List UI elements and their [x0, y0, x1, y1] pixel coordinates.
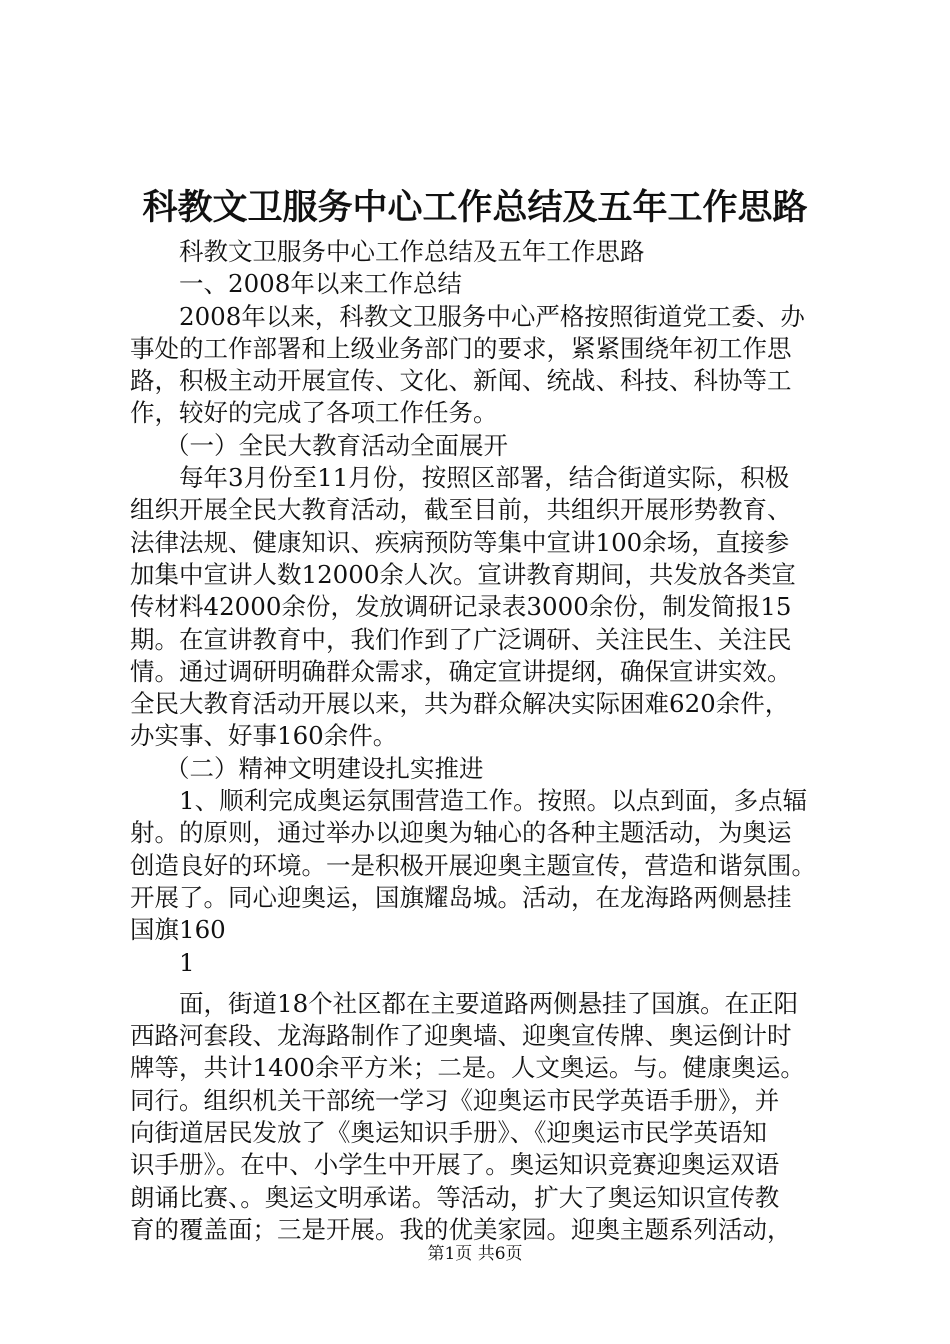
text-line: 同行。组织机关干部统一学习《迎奥运市民学英语手册》，并 — [130, 1085, 780, 1115]
text-line: 识手册》。在中、小学生中开展了。奥运知识竞赛迎奥运双语 — [130, 1150, 780, 1180]
text-line: 全民大教育活动开展以来，共为群众解决实际困难620余件， — [130, 689, 790, 719]
text-line: 西路河套段、龙海路制作了迎奥墙、迎奥宣传牌、奥运倒计时 — [130, 1021, 792, 1051]
text-line: 法律法规、健康知识、疾病预防等集中宣讲100余场，直接参 — [130, 527, 790, 557]
text-line: 朗诵比赛、。奥运文明承诺。等活动，扩大了奥运知识宣传教 — [130, 1182, 780, 1212]
text-line: 向街道居民发放了《奥运知识手册》、《迎奥运市民学英语知 — [130, 1118, 767, 1148]
text-line: 国旗160 — [130, 915, 226, 945]
text-line: 期。在宣讲教育中，我们作到了广泛调研、关注民生、关注民 — [130, 624, 792, 654]
text-line: 育的覆盖面；三是开展。我的优美家园。迎奥主题系列活动， — [130, 1214, 792, 1244]
text-line: 一、2008年以来工作总结 — [179, 269, 462, 299]
text-line: 面，街道18个社区都在主要道路两侧悬挂了国旗。在正阳 — [179, 988, 799, 1018]
text-line: 牌等，共计1400余平方米；二是。人文奥运。与。健康奥运。 — [130, 1053, 805, 1083]
text-line: 2008年以来，科教文卫服务中心严格按照街道党工委、办 — [179, 301, 805, 331]
text-line: 组织开展全民大教育活动，截至目前，共组织开展形势教育、 — [130, 495, 792, 525]
text-line: 办实事、好事160余件。 — [130, 721, 398, 751]
page-footer: 第1页 共6页 — [427, 1244, 523, 1264]
text-line: 1、顺利完成奥运氛围营造工作。按照。以点到面，多点辐 — [179, 786, 808, 816]
document-title: 科教文卫服务中心工作总结及五年工作思路 — [142, 187, 808, 228]
text-line: 科教文卫服务中心工作总结及五年工作思路 — [179, 237, 645, 266]
text-line: （二）精神文明建设扎实推进 — [165, 753, 484, 783]
text-line: 加集中宣讲人数12000余人次。宣讲教育期间，共发放各类宣 — [130, 559, 796, 589]
text-line: 事处的工作部署和上级业务部门的要求，紧紧围绕年初工作思 — [130, 333, 792, 363]
text-line: 情。通过调研明确群众需求，确定宣讲提纲，确保宣讲实效。 — [130, 656, 792, 686]
text-line: 传材料42000余份，发放调研记录表3000余份，制发简报15 — [130, 592, 792, 622]
text-line: （一）全民大教育活动全面展开 — [165, 430, 508, 460]
paragraph-gap — [130, 979, 830, 988]
text-line: 作，较好的完成了各项工作任务。 — [130, 398, 498, 428]
text-line: 射。的原则，通过举办以迎奥为轴心的各种主题活动，为奥运 — [130, 818, 792, 848]
document-body — [130, 236, 830, 1246]
text-line: 1 — [179, 947, 195, 977]
text-line: 开展了。同心迎奥运，国旗耀岛城。活动，在龙海路两侧悬挂 — [130, 882, 792, 912]
text-line: 创造良好的环境。一是积极开展迎奥主题宣传，营造和谐氛围。 — [130, 850, 816, 880]
text-line: 路，积极主动开展宣传、文化、新闻、统战、科技、科协等工 — [130, 366, 792, 396]
text-line: 每年3月份至11月份，按照区部署，结合街道实际，积极 — [179, 463, 790, 493]
